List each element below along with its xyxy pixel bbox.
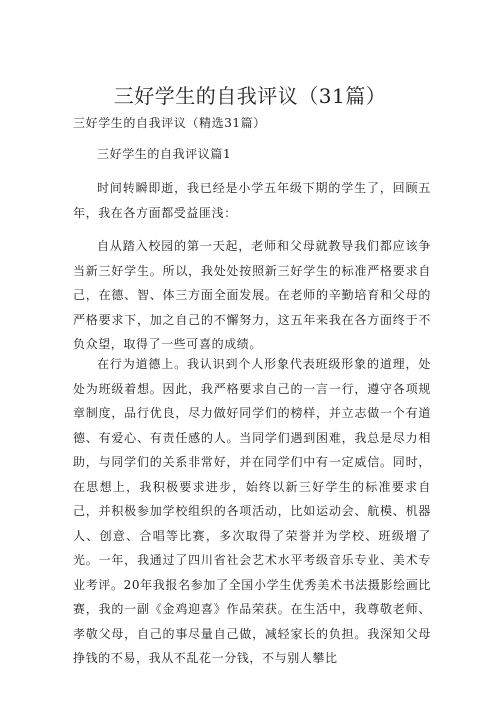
paragraph-conduct: 在行为道德上。我认识到个人形象代表班级形象的道理，处处为班级着想。因此，我严格要求自己的一言一行，遵守各项规章制度，品行优良，尽力做好同学们的榜样，并立志做一个有道德、有爱心、有责任感的人。当同学们遇到困难，我总是尽力相助，与同学们的关系非常好，并在同学们中有一定威信。同时，在思想上，我积极要求进步，始终以新三好学生的标准要求自己，并积极参加学校组织的各项活动，比如运动会、航模、机器人、创意、合唱等比赛，多次取得了荣誉并为学校、班级增了光。一年，我通过了四川省社会艺术水平考级音乐专业、美术专业考评。20年我报名参加了全国小学生优秀美术书法摄影绘画比赛，我的一副《金鸡迎喜》作品荣获。在生活中，我尊敬老师、孝敬父母，自己的事尽量自己做，减轻家长的负担。我深知父母挣钱的不易，我从不乱花一分钱，不与别人攀比 bbox=[73, 357, 431, 665]
paragraph-first-day: 自从踏入校园的第一天起，老师和父母就教导我们都应该争当新三好学生。所以，我处处按照新三好学生的标准严格要求自己，在德、智、体三方面全面发展。在老师的辛勤培育和父母的严格要求下，加之自己的不懈努力，这五年来我在各方面终于不负众望，取得了一些可喜的成绩。 bbox=[73, 239, 431, 351]
document-subtitle: 三好学生的自我评议（精选31篇） bbox=[73, 116, 266, 130]
section-heading: 三好学生的自我评议篇1 bbox=[97, 147, 232, 161]
paragraph-intro: 时间转瞬即逝，我已经是小学五年级下期的学生了，回顾五年，我在各方面都受益匪浅： bbox=[73, 181, 431, 220]
document-title: 三好学生的自我评议（31篇） bbox=[113, 84, 387, 108]
